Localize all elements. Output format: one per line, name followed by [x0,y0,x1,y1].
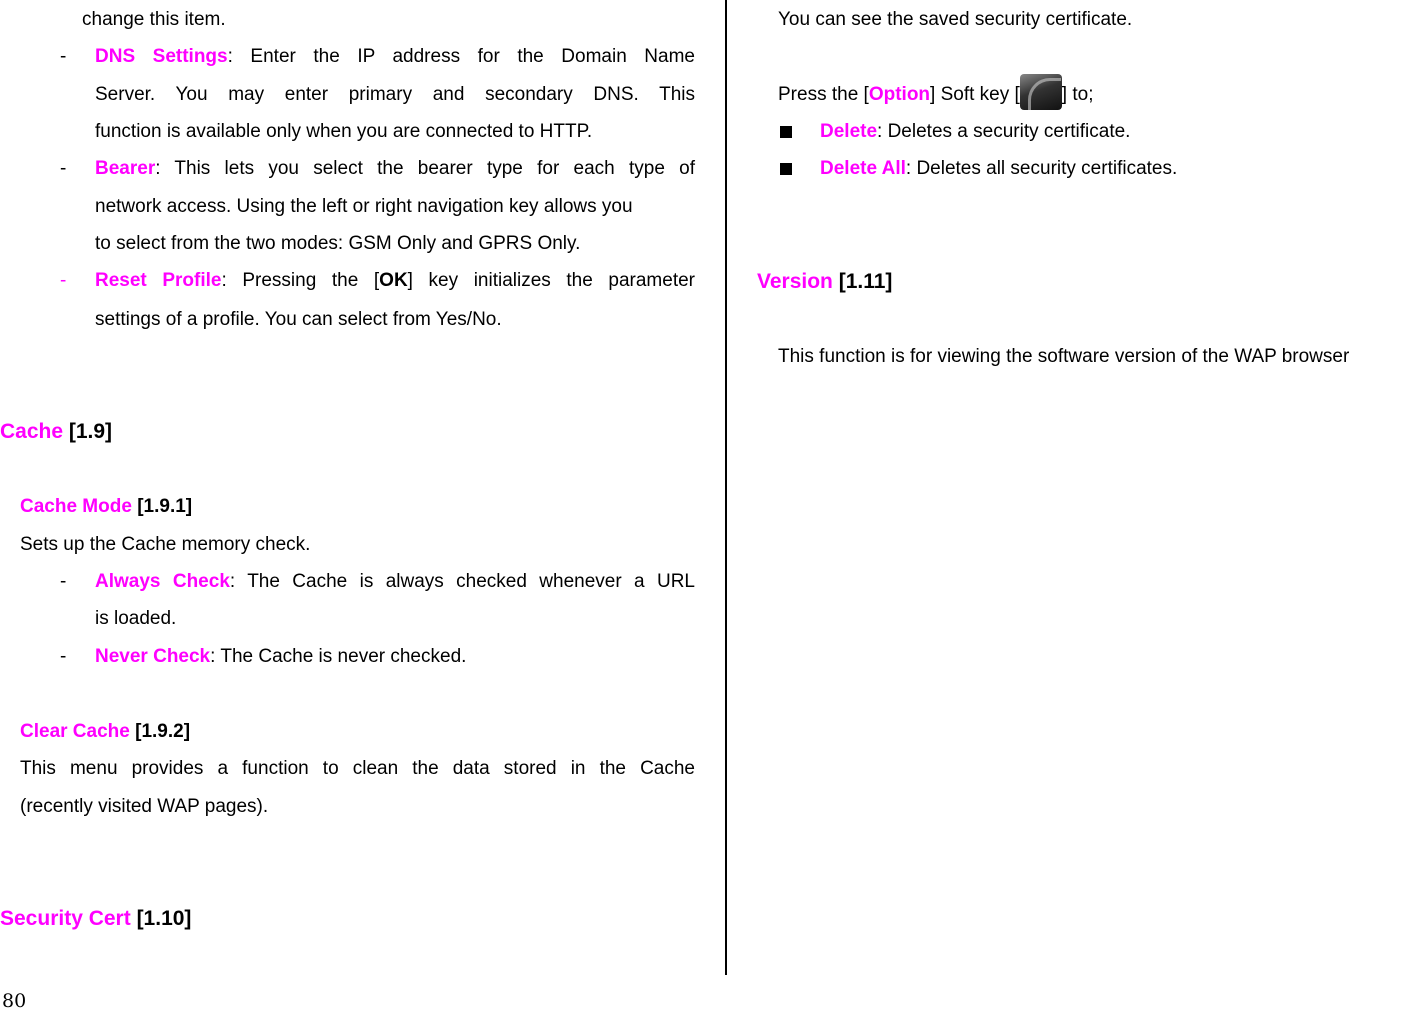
delete-line: Delete: Deletes a security certificate. [820,121,1131,142]
never-term: Never Check [95,646,211,667]
bearer-line-1: Bearer: This lets you select the bearer type for each type of [95,158,695,179]
security-cert-heading: Security Cert [1.10] [0,907,192,930]
dns-line-1: DNS Settings: Enter the IP address for the Domain Name [95,46,695,67]
clear-cache-heading: Clear Cache [1.9.2] [20,721,191,742]
option-key: Option [868,84,931,105]
bearer-term: Bearer [95,158,156,179]
square-bullet-icon [780,163,792,175]
always-term: Always Check [95,571,230,592]
ok-key: OK [379,270,408,291]
column-divider [725,0,727,975]
dns-bullet: - [60,46,67,67]
intro-tail: change this item. [82,9,226,30]
bearer-line-2: network access. Using the left or right navigation key allows you [95,196,633,217]
dns-term: DNS Settings [95,46,228,67]
always-line-1: Always Check: The Cache is always checked whenever a URL [95,571,695,592]
cache-mode-heading: Cache Mode [1.9.1] [20,496,193,517]
saved-cert-text: You can see the saved security certificate. [778,9,1133,30]
never-line: Never Check: The Cache is never checked. [95,646,467,667]
version-desc: This function is for viewing the software version of the WAP browser [778,346,1350,367]
soft-key-icon [1020,74,1062,110]
always-bullet: - [60,571,67,592]
press-option-line: Press the [Option] Soft key [ ] to; [778,74,1093,110]
reset-term: Reset Profile [95,270,222,291]
always-line-2: is loaded. [95,608,177,629]
reset-bullet: - [60,270,67,291]
version-heading: Version [1.11] [757,270,893,293]
clear-cache-line-1: This menu provides a function to clean the data stored in the Cache [20,758,695,779]
never-bullet: - [60,646,67,667]
dns-line-2: Server. You may enter primary and secondary DNS. This [95,84,695,105]
square-bullet-icon [780,126,792,138]
bearer-bullet: - [60,158,67,179]
delete-all-term: Delete All [820,158,906,179]
dns-line-3: function is available only when you are connected to HTTP. [95,121,593,142]
clear-cache-line-2: (recently visited WAP pages). [20,796,269,817]
cache-heading: Cache [1.9] [0,420,113,443]
page-number: 80 [2,990,27,1012]
delete-term: Delete [820,121,878,142]
reset-line-2: settings of a profile. You can select from Yes/No. [95,309,502,330]
cache-mode-desc: Sets up the Cache memory check. [20,534,311,555]
delete-all-line: Delete All: Deletes all security certificates. [820,158,1178,179]
bearer-line-3: to select from the two modes: GSM Only and GPRS Only. [95,233,581,254]
reset-line-1: Reset Profile: Pressing the [OK] key initializes the parameter [95,270,695,291]
